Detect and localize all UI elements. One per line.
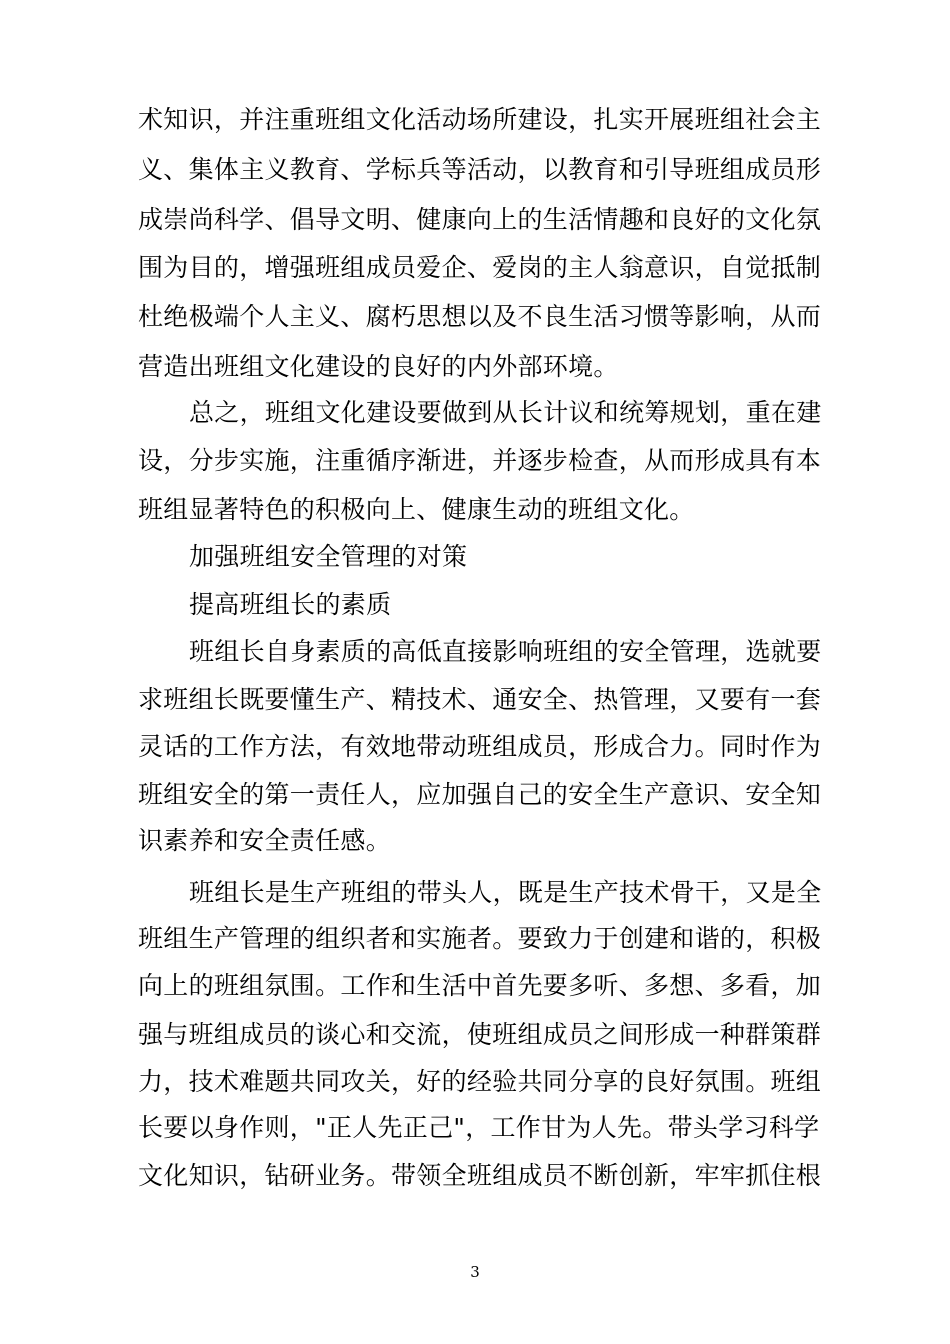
paragraph-line: 班组生产管理的组织者和实施者。要致力于创建和谐的，积极 <box>138 924 822 953</box>
paragraph-line: 班组长自身素质的高低直接影响班组的安全管理，选就要 <box>189 637 822 666</box>
paragraph-line: 向上的班组氛围。工作和生活中首先要多听、多想、多看，加 <box>138 971 822 1000</box>
page-number: 3 <box>470 1263 480 1281</box>
paragraph-line: 杜绝极端个人主义、腐朽思想以及不良生活习惯等影响，从而 <box>138 302 822 331</box>
paragraph-line: 营造出班组文化建设的良好的内外部环境。 <box>138 352 619 381</box>
subsection-heading: 提高班组长的素质 <box>189 590 392 619</box>
paragraph-line: 成崇尚科学、倡导文明、健康向上的生活情趣和良好的文化氛 <box>138 205 822 234</box>
paragraph-line: 术知识，并注重班组文化活动场所建设，扎实开展班组社会主 <box>138 105 822 134</box>
paragraph-line: 班组长是生产班组的带头人，既是生产技术骨干，又是全 <box>189 878 822 907</box>
paragraph-line: 义、集体主义教育、学标兵等活动，以教育和引导班组成员形 <box>138 155 822 184</box>
paragraph-line: 灵话的工作方法，有效地带动班组成员，形成合力。同时作为 <box>138 732 822 761</box>
paragraph-line: 文化知识，钻研业务。带领全班组成员不断创新，牢牢抓住根 <box>138 1161 822 1190</box>
paragraph-line: 班组安全的第一责任人，应加强自己的安全生产意识、安全知 <box>138 780 822 809</box>
paragraph-line: 强与班组成员的谈心和交流，使班组成员之间形成一种群策群 <box>138 1020 822 1049</box>
paragraph-line: 设，分步实施，注重循序渐进，并逐步检查，从而形成具有本 <box>138 446 822 475</box>
paragraph-line: 长要以身作则，"正人先正己"，工作甘为人先。带头学习科学 <box>138 1113 820 1142</box>
paragraph-line: 总之，班组文化建设要做到从长计议和统筹规划，重在建 <box>189 398 822 427</box>
section-heading: 加强班组安全管理的对策 <box>189 542 468 571</box>
paragraph-line: 求班组长既要懂生产、精技术、通安全、热管理，又要有一套 <box>138 685 822 714</box>
paragraph-line: 识素养和安全责任感。 <box>138 826 392 855</box>
paragraph-line: 班组显著特色的积极向上、健康生动的班组文化。 <box>138 495 695 524</box>
paragraph-line: 力，技术难题共同攻关，好的经验共同分享的良好氛围。班组 <box>138 1067 822 1096</box>
paragraph-line: 围为目的，增强班组成员爱企、爱岗的主人翁意识，自觉抵制 <box>138 253 822 282</box>
